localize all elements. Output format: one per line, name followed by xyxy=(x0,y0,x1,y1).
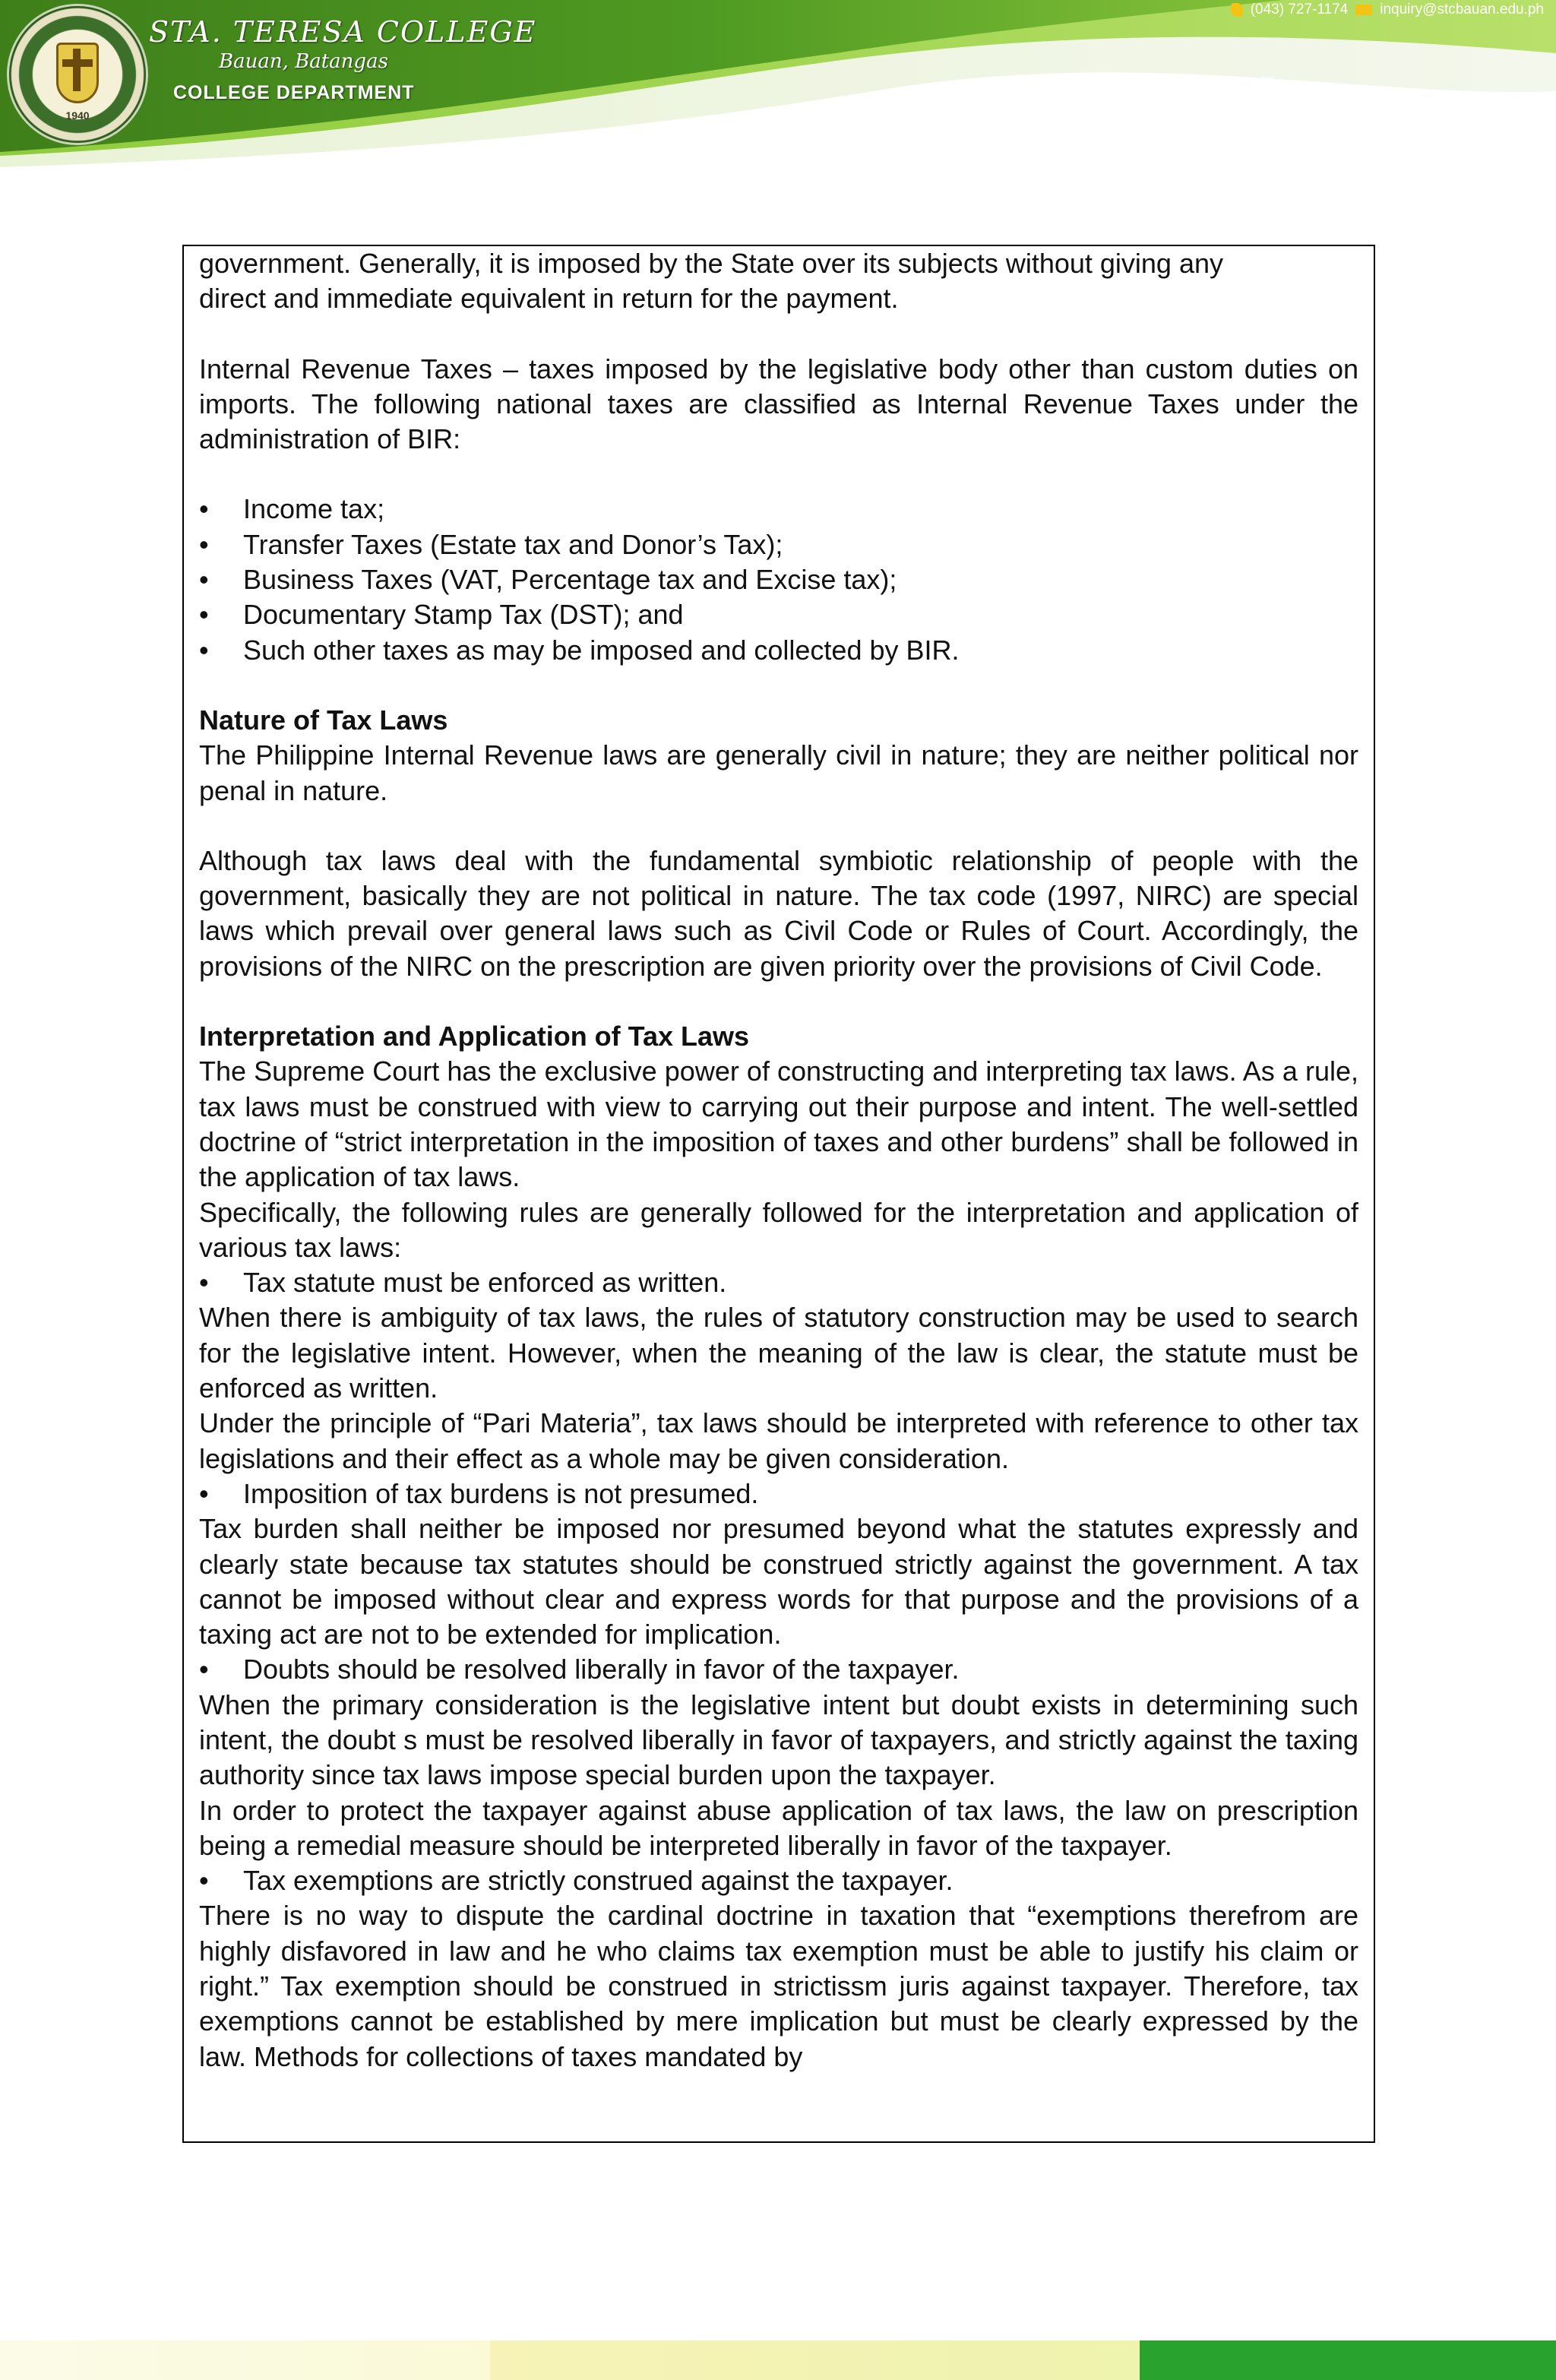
seal-year: 1940 xyxy=(65,109,90,122)
mail-icon xyxy=(1355,5,1372,15)
paragraph-line: direct and immediate equivalent in return for the payment. xyxy=(199,283,899,315)
bullet-icon: • xyxy=(199,528,209,560)
phone-number: (043) 727-1174 xyxy=(1250,2,1349,17)
list-item: • Imposition of tax burdens is not presumed. xyxy=(199,1476,1358,1511)
list-item: • Tax statute must be enforced as written. xyxy=(199,1265,1358,1300)
contact-info xyxy=(1231,2,1544,18)
bullet-icon: • xyxy=(199,599,209,631)
college-location: Bauan, Batangas xyxy=(219,50,388,73)
bullet-icon: • xyxy=(199,564,209,596)
list-item: • Such other taxes as may be imposed and collected by BIR. xyxy=(199,633,1358,668)
section-heading: Interpretation and Application of Tax Laws xyxy=(199,1021,750,1052)
footer-band-green xyxy=(1140,2340,1556,2380)
bullet-icon: • xyxy=(199,1267,209,1299)
seal-cross-icon xyxy=(73,49,81,91)
list-item: • Doubts should be resolved liberally in favor of the taxpayer. xyxy=(199,1652,1358,1687)
paragraph: There is no way to dispute the cardinal doctrine in taxation that “exemptions therefrom are highly disfavored in law and he who claims tax exemption must be able to justify his claim or right.” Tax exemption should be construed in strictissm juris against taxpayer. Therefore, tax exemptions cannot be established by mere implication but must be clearly expressed by the law. Methods for collections of taxes mandated by xyxy=(199,1900,1358,2072)
footer-band-yellow xyxy=(490,2340,1140,2380)
college-seal xyxy=(9,6,146,143)
list-item: • Tax exemptions are strictly construed against the taxpayer. xyxy=(199,1863,1358,1898)
phone-icon xyxy=(1231,3,1243,17)
page-header xyxy=(0,0,1556,175)
list-item: • Business Taxes (VAT, Percentage tax and Excise tax); xyxy=(199,562,1358,597)
paragraph: Specifically, the following rules are generally followed for the interpretation and application of various tax laws: xyxy=(199,1196,1358,1263)
paragraph: In order to protect the taxpayer against abuse application of tax laws, the law on prescription being a remedial measure should be interpreted liberally in favor of the taxpayer. xyxy=(199,1794,1358,1861)
paragraph: Although tax laws deal with the fundamental symbiotic relationship of people with the government, basically they are not political in nature. The tax code (1997, NIRC) are special laws which prevail over general laws such as Civil Code or Rules of Court. Accordingly, the provisions of the NIRC on the prescription are given priority over the provisions of Civil Code. xyxy=(199,844,1358,982)
bullet-icon: • xyxy=(199,634,209,666)
paragraph: Tax burden shall neither be imposed nor presumed beyond what the statutes expressly and clearly state because tax statutes should be construed strictly against the government. A tax cannot be imposed without clear and express words for that purpose and the provisions of a taxing act are not to be extended for implication. xyxy=(199,1513,1358,1650)
paragraph: The Philippine Internal Revenue laws are generally civil in nature; they are neither political nor penal in nature. xyxy=(199,739,1358,806)
footer-band-light xyxy=(0,2340,490,2380)
email-address: inquiry@stcbauan.edu.ph xyxy=(1380,2,1544,17)
paragraph-line: government. Generally, it is imposed by the State over its subjects without giving any xyxy=(199,248,1223,279)
paragraph: When the primary consideration is the legislative intent but doubt exists in determining such intent, the doubt s must be resolved liberally in favor of taxpayers, and strictly against the taxing authority since tax laws impose special burden upon the taxpayer. xyxy=(199,1688,1358,1791)
list-item: • Income tax; xyxy=(199,492,1358,527)
bullet-icon: • xyxy=(199,493,209,525)
page-footer xyxy=(0,2340,1556,2380)
bullet-icon: • xyxy=(199,1477,209,1509)
paragraph: Under the principle of “Pari Materia”, tax laws should be interpreted with reference to other tax legislations and their effect as a whole may be given consideration. xyxy=(199,1407,1358,1474)
paragraph-internal-revenue: Internal Revenue Taxes – taxes imposed by the legislative body other than custom duties on imports. The following national taxes are classified as Internal Revenue Taxes under the administration of BIR: xyxy=(199,353,1358,455)
bullet-icon: • xyxy=(199,1654,209,1685)
college-name: STA. TERESA COLLEGE xyxy=(149,15,537,49)
paragraph: When there is ambiguity of tax laws, the rules of statutory construction may be used to search for the legislative intent. However, when the meaning of the law is clear, the statute must be enforced as written. xyxy=(199,1302,1358,1404)
bullet-icon: • xyxy=(199,1865,209,1897)
content-box xyxy=(182,245,1375,2143)
list-item: • Transfer Taxes (Estate tax and Donor’s Tax); xyxy=(199,527,1358,562)
college-department: COLLEGE DEPARTMENT xyxy=(173,82,415,103)
tax-list xyxy=(199,492,1358,667)
section-heading: Nature of Tax Laws xyxy=(199,704,448,736)
paragraph: The Supreme Court has the exclusive power of constructing and interpreting tax laws. As a rule, tax laws must be construed with view to carrying out their purpose and intent. The well-settled doctrine of “strict interpretation in the imposition of taxes and other burdens” shall be followed in the application of tax laws. xyxy=(199,1055,1358,1193)
list-item: • Documentary Stamp Tax (DST); and xyxy=(199,597,1358,632)
